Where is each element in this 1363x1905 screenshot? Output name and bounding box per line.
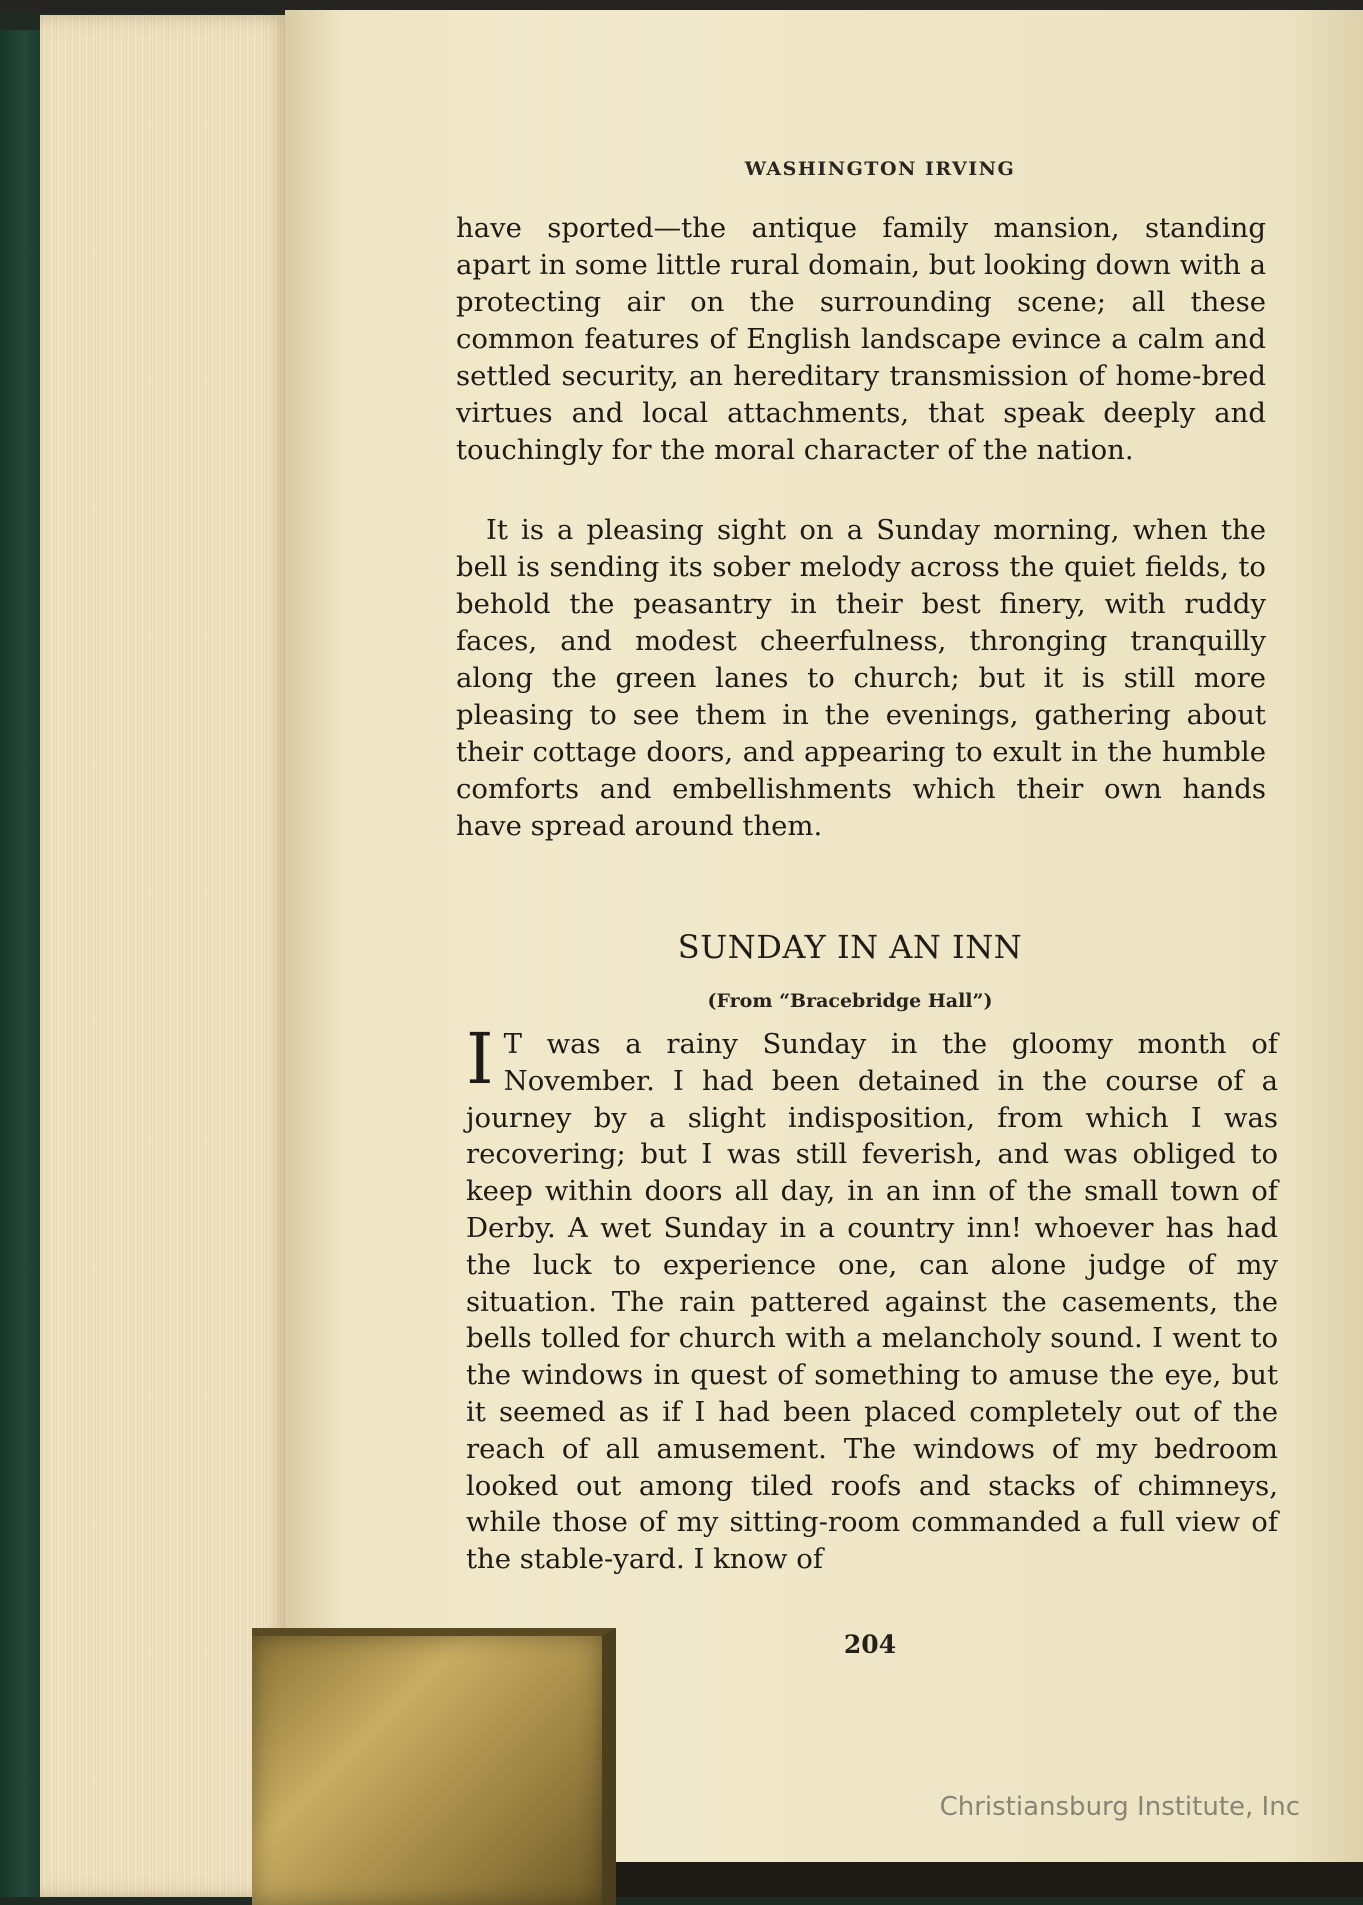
paragraph-3-text: [466, 1018, 1278, 1578]
paragraph-2-text: It is a pleasing sight on a Sunday morning, when the bell is sending its sober melody across the quiet fields, to behold the peasantry in their best finery, with ruddy faces, and modest cheerfulness, thronging tranquilly along the green lanes to church; but it is still more pleasing to see them in the evenings, gathering about their cottage doors, and appearing to exult in the humble comforts and embellishments which their own hands have spread around them.: [456, 514, 1266, 842]
paragraph-3: [466, 1018, 1278, 1578]
page-number: 204: [843, 1630, 897, 1659]
paragraph-3-body: T was a rainy Sunday in the gloomy month of November. I had been detained in the course of a journey by a slight indisposition, from which I was recovering; but I was still feverish, and was obliged to keep within doors all day, in an inn of the small town of Derby. A wet Sunday in a country inn! whoever has had the luck to experience one, can alone judge of my situation. The rain pattered against the casements, the bells tolled for church with a melancholy sound. I went to the windows in quest of something to amuse the eye, but it seemed as if I had been placed completely out of the reach of all amusement. The windows of my bedroom looked out among tiled roofs and stacks of chimneys, while those of my sitting-room commanded a full view of the stable-yard. I know of: [466, 1028, 1278, 1576]
chapter-title: SUNDAY IN AN INN: [677, 928, 1023, 966]
page-stack-edges: [40, 15, 290, 1897]
book-cover-edge: [0, 30, 40, 1897]
paragraph-1: [456, 210, 1266, 469]
drop-cap: I: [466, 1018, 494, 1100]
chapter-subtitle: (From “Bracebridge Hall”): [707, 990, 993, 1012]
paragraph-1-text: have sported—the antique family mansion, standing apart in some little rural domain, but looking down with a protecting air on the surrounding scene; all these common features of English landscape evince a calm and settled security, an hereditary transmission of home-bred virtues and local attachments, that speak deeply and touchingly for the moral character of the nation.: [456, 212, 1266, 466]
bottom-shadow-band: [560, 1862, 1363, 1897]
running-head: WASHINGTON IRVING: [744, 158, 1016, 180]
watermark: Christiansburg Institute, Inc: [939, 1792, 1300, 1822]
book-stand-prop: [252, 1628, 616, 1905]
paragraph-2: [456, 512, 1266, 845]
